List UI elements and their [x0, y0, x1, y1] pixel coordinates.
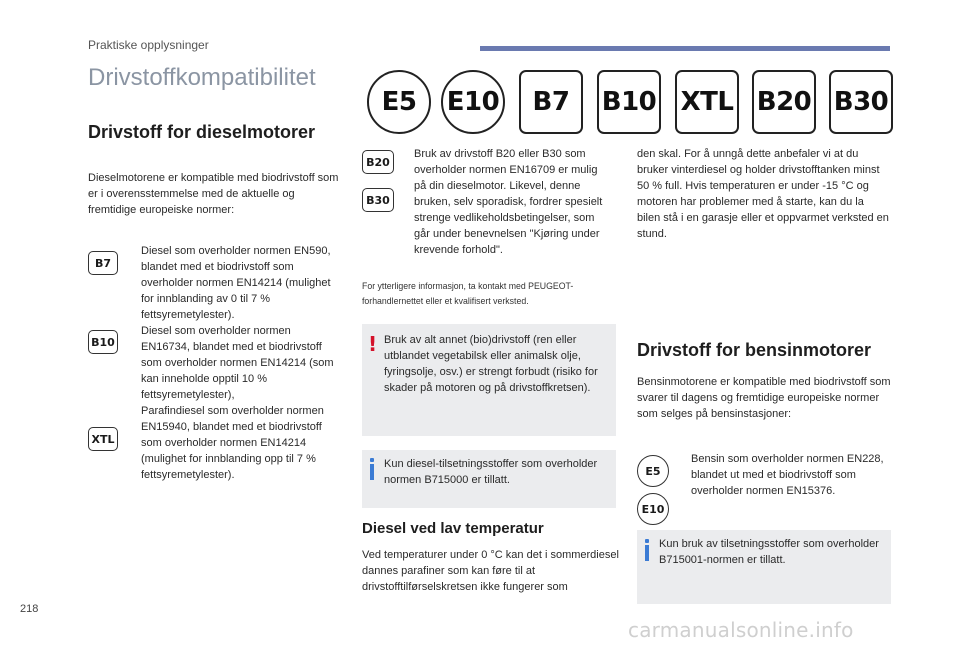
diesel-item-b7-text: Diesel som overholder normen EN590, blandet med et biodrivstoff som overholder normen EN14214 (mulighet for innblanding av 0 til 7 % fettsyremetylester). — [141, 245, 331, 321]
fuel-label-b30: B30 — [829, 70, 893, 134]
b20-b30-text: Bruk av drivstoff B20 eller B30 som overholder normen EN16709 er mulig på din dieselmotor. Likevel, denne bruken, selv sporadisk, fordrer spesielt strenge vedlikeholdsbetingelser, som går under benevnelsen "Kjøring under krevende forhold". — [414, 148, 603, 256]
contact-note: For ytterligere informasjon, ta kontakt med PEUGEOT-forhandlernettet eller et kvalifisert verksted. — [362, 281, 574, 307]
petrol-info-box — [637, 530, 891, 604]
fuel-label-xtl: XTL — [675, 70, 739, 134]
diesel-badge-xtl: XTL — [88, 427, 118, 451]
watermark: carmanualsonline.info — [628, 618, 854, 642]
low-temp-text-left: Ved temperaturer under 0 °C kan det i sommerdiesel dannes parafiner som kan føre til at drivstofftilførselskretsen ikke fungerer som — [362, 549, 619, 593]
petrol-badge-e10: E10 — [637, 493, 669, 525]
info-icon-bar — [370, 464, 374, 480]
petrol-text: Bensin som overholder normen EN228, blandet ut med et biodrivstoff som overholder normen EN15376. — [691, 453, 884, 497]
badge-b30: B30 — [362, 188, 394, 212]
diesel-heading: Drivstoff for dieselmotorer — [88, 122, 316, 142]
section-label: Praktiske opplysninger — [88, 38, 209, 52]
page-number: 218 — [20, 603, 39, 615]
warning-text: Bruk av alt annet (bio)drivstoff (ren eller utblandet vegetabilsk eller animalsk olje, fyringsolje, osv.) er strengt forbudt (risiko for skader på motoren og på drivstoffkretsen). — [384, 334, 598, 394]
diesel-badge-b10: B10 — [88, 330, 118, 354]
diesel-item-b10-text: Diesel som overholder normen EN16734, blandet med et biodrivstoff som overholder normen EN14214 (som kan inneholde opptil 10 % fettsyremetylester), — [141, 325, 334, 401]
page-title: Drivstoffkompatibilitet — [88, 64, 316, 91]
fuel-label-b10: B10 — [597, 70, 661, 134]
low-temp-heading: Diesel ved lav temperatur — [362, 520, 544, 537]
fuel-label-e5: E5 — [367, 70, 431, 134]
warning-box — [362, 324, 616, 436]
info-icon — [370, 458, 374, 462]
petrol-info-text: Kun bruk av tilsetningsstoffer som overholder B715001-normen er tillatt. — [659, 538, 879, 566]
header-rule — [480, 46, 890, 51]
petrol-heading: Drivstoff for bensinmotorer — [637, 340, 872, 360]
diesel-info-text: Kun diesel-tilsetningsstoffer som overholder normen B715000 er tillatt. — [384, 458, 598, 486]
diesel-info-box — [362, 450, 616, 508]
info-icon — [645, 539, 649, 543]
info-icon-bar — [645, 545, 649, 561]
fuel-label-b7: B7 — [519, 70, 583, 134]
warning-icon: ! — [368, 332, 378, 356]
diesel-item-xtl-text: Parafindiesel som overholder normen EN15940, blandet med et biodrivstoff som overholder normen EN14214 (mulighet for innblanding opp til 7 % fettsyremetylester). — [141, 405, 324, 481]
low-temp-text-right: den skal. For å unngå dette anbefaler vi at du bruker vinterdiesel og holder drivstofftanken minst 50 % full. Hvis temperaturen er under -15 °C og motoren har problemer med å starte, kan du la bilen stå i en garasje eller et oppvarmet verksted en stund. — [637, 148, 889, 240]
petrol-intro: Bensinmotorene er kompatible med biodrivstoff som svarer til dagens og fremtidige europeiske normer som selges på bensinstasjoner: — [637, 376, 891, 420]
badge-b20: B20 — [362, 150, 394, 174]
fuel-label-e10: E10 — [441, 70, 505, 134]
fuel-label-b20: B20 — [752, 70, 816, 134]
petrol-badge-e5: E5 — [637, 455, 669, 487]
diesel-badge-b7: B7 — [88, 251, 118, 275]
diesel-intro: Dieselmotorene er kompatible med biodrivstoff som er i overensstemmelse med de aktuelle og fremtidige europeiske normer: — [88, 172, 339, 216]
